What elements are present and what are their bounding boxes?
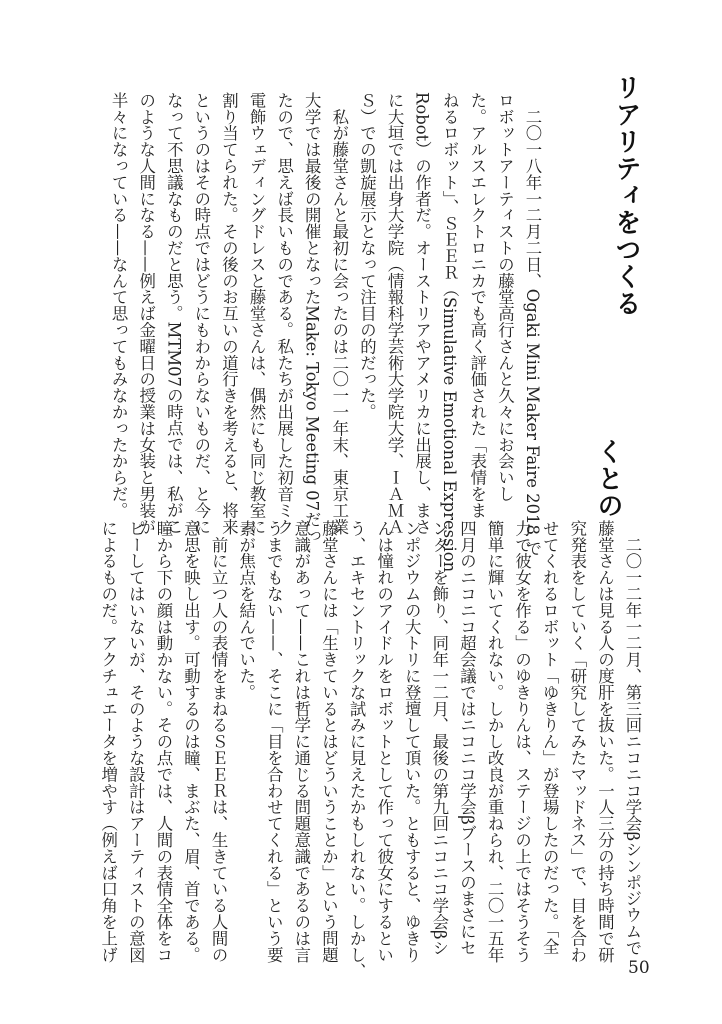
- chapter-title: リアリティをつくる: [611, 74, 641, 317]
- text-line: によるものだ。アクチュエータを増やす（例えば口角を上げ: [98, 520, 118, 963]
- text-line: 二〇一八年一二月二日、Ogaki Mini Maker Faire 2018 で: [523, 92, 542, 557]
- body-text-top: [102, 92, 546, 573]
- text-line: 大学では最後の開催となったMake: Tokyo Meeting 07だっ: [302, 92, 322, 544]
- text-line: ねるロボット」、ＳＥＥＲ（Simulative Emotional Expression: [440, 92, 460, 573]
- text-line: Ｓ）での凱旋展示となって注目の的だった。: [357, 92, 377, 420]
- text-line: 前に立つ人の表情をまねるＳＥＥＲは、生きている人間の: [209, 520, 229, 963]
- text-line: 究発表をしていく「研究してみたマッドネス」で、目を合わ: [567, 520, 587, 963]
- subtitle-fragment: くとの: [593, 438, 623, 519]
- page-number: 50: [628, 958, 650, 978]
- text-line: Robot）の作者だ。オーストリアやアメリカに出展し、まさ: [412, 92, 432, 535]
- text-line: のような人間になる——例えば金曜日の授業は女装と男装が: [136, 92, 156, 535]
- text-line: 意識があって——これは哲学に通じる問題意識であるのは言: [291, 520, 311, 963]
- text-line: うまでもない——、そこに「目を合わせてくれる」という要: [264, 520, 284, 963]
- text-line: 力で彼女を作る」のゆきりんは、ステージの上ではそうそう: [512, 520, 532, 963]
- text-line: せてくれるロボット「ゆきりん」が登場したのだった。「全: [540, 520, 560, 955]
- text-line: 意思を映し出す。可動するのは瞳、まぶた、眉、首である。: [181, 520, 201, 963]
- text-line: 二〇一二年一二月、第三回ニコニコ学会βシンポジウムで: [623, 520, 642, 956]
- text-line: たので、思えば長いものである。私たちが出展した初音ミク: [274, 92, 294, 535]
- text-line: なって不思議なものだと思う。MTM07の時点では、私がこ: [164, 92, 184, 535]
- text-line: というのはその時点ではどうにもわからないものだ、と今に: [191, 92, 211, 535]
- text-line: ピーしてはいないが、そのような設計はアーティストの意図: [126, 520, 146, 963]
- text-line: 素が焦点を結んでいた。: [236, 520, 256, 701]
- text-line: 四月のニコニコ超会議ではニコニコ学会βブースのまさにセ: [457, 520, 477, 956]
- text-line: た。アルスエレクトロニカでも高く評価された「表情をま: [467, 92, 487, 519]
- text-line: 簡単に輝いてくれない。しかし改良が重ねられ、二〇一五年: [485, 520, 505, 963]
- text-line: 割り当てられた。その後のお互いの道行きを考えると、将来: [219, 92, 239, 535]
- text-line: 電飾ウェディングドレスと藤堂さんは、偶然にも同じ教室に: [247, 92, 267, 535]
- text-line: 藤堂さんには「生きているとはどういうことか」という問題: [319, 520, 339, 963]
- text-line: ンポジウムの大トリに登壇して頂いた。ともすると、ゆきり: [402, 520, 422, 963]
- text-line: 瞳から下の顔は動かない。その点では、人間の表情全体をコ: [153, 520, 173, 963]
- text-line: 私が藤堂さんと最初に会ったのは二〇一一年末、東京工業: [329, 92, 349, 535]
- text-line: 藤堂さんは見る人の度肝を抜いた。一人三分の持ち時間で研: [595, 520, 615, 963]
- text-line: ンターを飾り、同年一二月、最後の第九回ニコニコ学会βシ: [429, 520, 449, 956]
- text-line: 半々になっている——なんて思ってもみなかったからだ。: [109, 92, 129, 519]
- text-line: ロボットアーティストの藤堂高行さんと久々にお会いし: [495, 92, 515, 502]
- text-line: う、エキセントリックな試みに見えたかもしれない。しかし、: [347, 520, 367, 980]
- text-line: んは憧れのアイドルをロボットとして作って彼女にするとい: [374, 520, 394, 963]
- text-line: に大垣では出身大学院（情報科学芸術大学院大学、ＩＡＭＡ: [385, 92, 405, 535]
